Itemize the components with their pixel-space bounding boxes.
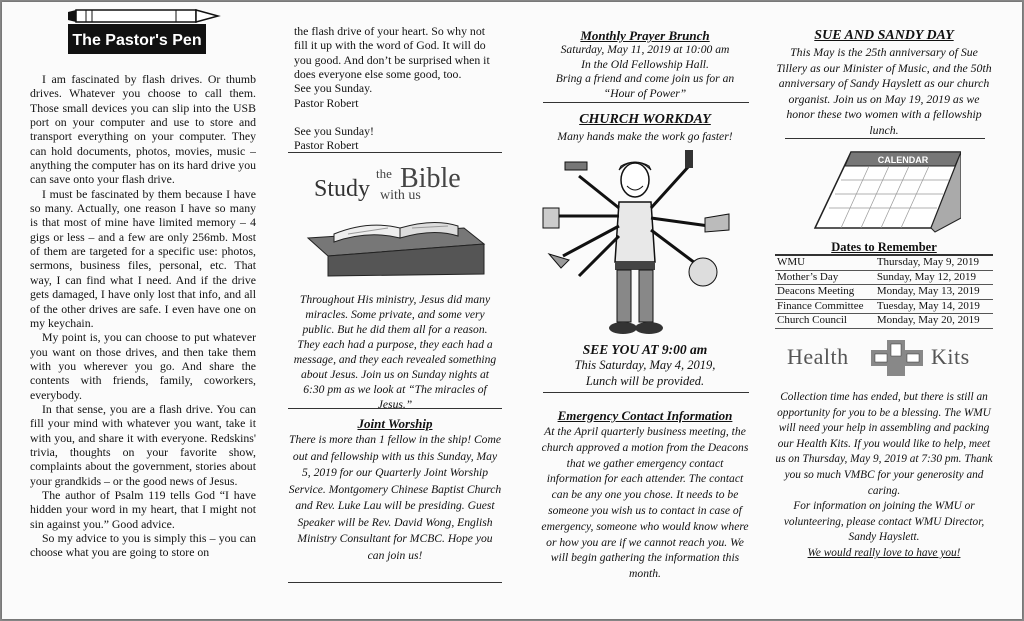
text-line: you good. And don’t be surprised when it	[294, 52, 490, 67]
prayer-brunch-title: Monthly Prayer Brunch	[580, 28, 710, 43]
article-continuation	[294, 24, 502, 153]
event-cell: Finance Committee	[775, 299, 875, 314]
open-bible-icon	[288, 198, 502, 278]
pastors-pen-article	[30, 72, 256, 560]
pastors-pen-column	[30, 2, 256, 619]
divider	[288, 582, 502, 583]
church-workday-title: CHURCH WORKDAY	[579, 112, 711, 127]
pastors-pen-logo	[46, 6, 226, 58]
divider	[785, 138, 985, 139]
text-line: Pastor Robert	[294, 95, 359, 110]
study-bible-logo	[288, 158, 502, 278]
wmu-info-paragraph: For information on joining the WMU or volunteering, please contact WMU Director, Sandy Hayslett.	[783, 500, 985, 544]
see-you-time: SEE YOU AT 9:00 am	[582, 342, 708, 357]
column-two	[288, 2, 502, 619]
date-cell: Tuesday, May 14, 2019	[875, 299, 993, 314]
column-four	[775, 2, 993, 619]
article-paragraph: In that sense, you are a flash drive. You can fill your mind with whatever you want, take it with you, and share it with everyone. Redskins' trivia, thoughts on your favorite show, complaints about the government, stories about your grandkids – or the good news of Jesus.	[30, 401, 256, 488]
text-line: “Hour of Power”	[603, 86, 687, 100]
handyman-illustration	[539, 146, 751, 342]
text-line: does everyone else some good, too.	[294, 67, 462, 82]
event-cell: Mother’s Day	[775, 270, 875, 285]
table-row	[775, 314, 993, 329]
article-paragraph: My point is, you can choose to put whatever you want on those drives, and then take them with you wherever you go. And share the contents with friends, family, coworkers, everybody.	[30, 330, 256, 402]
kits-word: Kits	[931, 344, 970, 369]
prayer-brunch-details	[539, 43, 751, 101]
closing-line: We would really love to have you!	[807, 546, 961, 559]
article-paragraph: The author of Psalm 119 tells God “I have hidden your word in my heart, that I might not sin against you.” Good advice.	[30, 487, 256, 531]
emergency-contact-title: Emergency Contact Information	[557, 408, 733, 423]
health-kits-text	[775, 390, 993, 562]
sue-sandy-text: This May is the 25th anniversary of Sue Tillery as our Minister of Music, and the 50th anniversary of Sandy Hayslett as our church organist. Join us on May 19, 2019 as we honor these two women with a fellowship lunch.	[776, 45, 992, 137]
event-cell: Church Council	[775, 314, 875, 329]
calendar-label: CALENDAR	[877, 155, 929, 165]
table-row	[775, 285, 993, 300]
column-three	[539, 2, 751, 619]
first-aid-cross-icon	[867, 338, 927, 378]
text-line: See you Sunday.	[294, 81, 373, 96]
text-line: Saturday, May 11, 2019 at 10:00 am	[560, 43, 730, 56]
date-cell: Sunday, May 12, 2019	[875, 270, 993, 285]
health-kits-paragraph: Collection time has ended, but there is still an opportunity for you to be a blessing. The WMU will need your help in assembling and packing our Health Kits. If you would like to help, meet us on Thursday, May 9, 2019 at 7:30 pm. Thank you so much VMBC for your generosity and caring.	[775, 391, 993, 497]
bible-word: Bible	[400, 163, 461, 194]
text-line: fill it up with the word of God. It will do	[294, 38, 486, 53]
article-paragraph: I must be fascinated by them because I have so many. Actually, one reason I have so many is that most of mine have limited memory – 4 gigs or less – and a few are only 256mb. Most of them are targeted for a specific use: photos, sermons, business files, personal, etc. That way, I can find what I need. And if the drive gets damaged, I have only lost that info, and all of the other drives are safe. I even have one on my keychain.	[30, 186, 256, 330]
joint-worship-text: There is more than 1 fellow in the ship! Come out and fellowship with us this Sunday, May 5, 2019 for our Quarterly Joint Worship Service. Montgomery Chinese Baptist Church and Rev. Luke Lau will be presiding. Guest Speaker will be Rev. David Wong, English Ministry Consultant for MCBC. Hope you can join us!	[288, 433, 502, 562]
study-word: Study	[314, 176, 371, 202]
article-paragraph: So my advice to you is simply this – you can choose what you are going to store on	[30, 531, 256, 560]
newsletter-page	[2, 2, 1022, 619]
text-line: Bring a friend and come join us for an	[555, 72, 735, 85]
health-kits-logo	[775, 338, 993, 382]
table-row	[775, 255, 993, 270]
sue-sandy-title: SUE AND SANDY DAY	[814, 28, 954, 43]
text-line: In the Old Fellowship Hall.	[581, 57, 709, 71]
table-row	[775, 270, 993, 285]
health-word: Health	[787, 344, 849, 369]
calendar-icon	[811, 148, 961, 234]
joint-worship-title: Joint Worship	[357, 416, 433, 431]
dates-title: Dates to Remember	[831, 240, 937, 254]
divider	[543, 102, 749, 103]
divider	[288, 408, 502, 409]
divider	[543, 392, 749, 393]
with-us-word: with us	[380, 188, 421, 203]
emergency-contact-text: At the April quarterly business meeting, the church approved a motion from the Deacons that we gather emergency contact information for each attender. The contact can be any one you chose. It needs to be someone you wish us to contact in case of emergency, someone who would know where or how you are if we cannot reach you. We will begin gathering the information this month.	[541, 425, 749, 581]
date-cell: Thursday, May 9, 2019	[875, 255, 993, 270]
miracles-announcement: Throughout His ministry, Jesus did many miracles. Some private, and some very public. But he did them all for a reason. They each had a purpose, they each had a message, and they each revealed something about Jesus. Join us on Sunday nights at 6:30 pm as we look at “The miracles of Jesus.”	[293, 293, 497, 411]
article-paragraph: I am fascinated by flash drives. Or thumb drives. Whatever you choose to call them. Those small devices you can slip into the USB port on your computer and use to store and transport everything on your computer. They can hold documents, photos, movies, music – anything the computer has on its hard drive you can save onto your flash drive.	[30, 72, 256, 187]
the-word: the	[376, 166, 392, 181]
date-cell: Monday, May 20, 2019	[875, 314, 993, 329]
signoff-name: Pastor Robert	[294, 138, 359, 153]
event-cell: WMU	[775, 255, 875, 270]
table-row	[775, 299, 993, 314]
lunch-note: Lunch will be provided.	[585, 374, 705, 388]
date-cell: Monday, May 13, 2019	[875, 285, 993, 300]
dates-table	[775, 254, 993, 329]
church-workday-subtitle: Many hands make the work go faster!	[557, 130, 733, 143]
signoff-line: See you Sunday!	[294, 124, 374, 139]
divider	[288, 152, 502, 153]
event-cell: Deacons Meeting	[775, 285, 875, 300]
workday-date: This Saturday, May 4, 2019,	[574, 358, 716, 372]
text-line: the flash drive of your heart. So why not	[294, 24, 486, 38]
pastors-pen-logo-text: The Pastor's Pen	[72, 32, 202, 49]
